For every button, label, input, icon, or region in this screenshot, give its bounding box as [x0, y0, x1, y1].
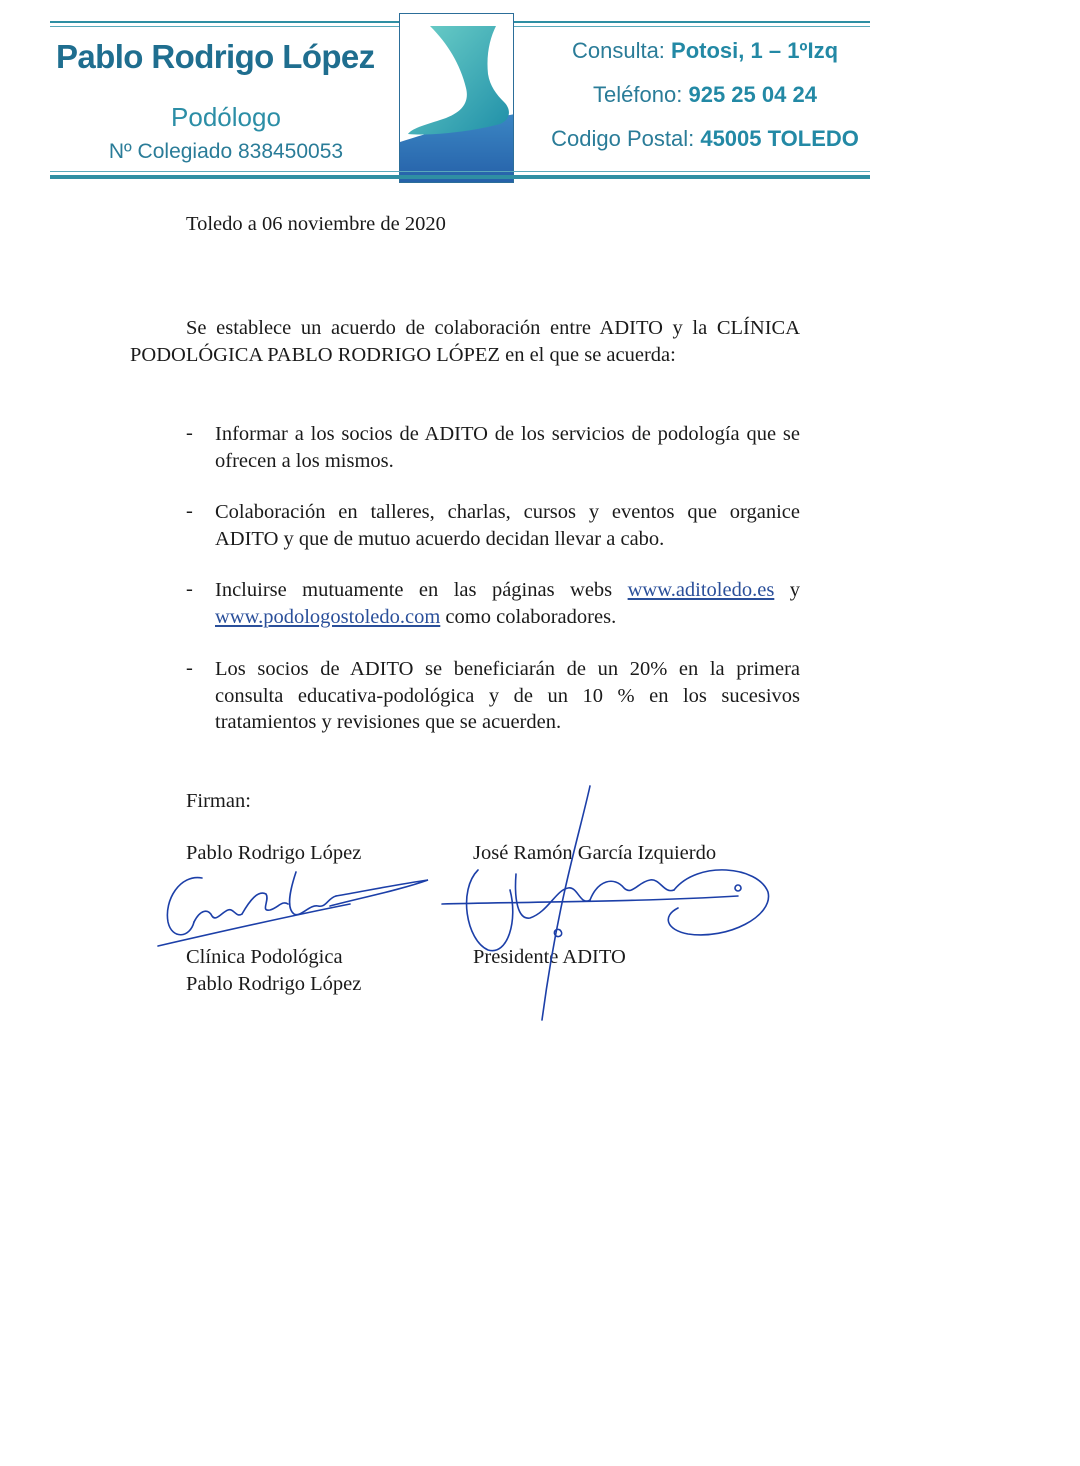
left-signer-role-1: Clínica Podológica	[186, 946, 343, 968]
right-signer-name: José Ramón García Izquierdo	[473, 842, 717, 864]
signatures-heading: Firman:	[186, 790, 251, 812]
left-signature-icon	[150, 860, 440, 970]
bullet-dash-4: -	[186, 657, 193, 679]
letterhead-title: Podólogo	[171, 102, 281, 132]
letterhead-registration: Nº Colegiado 838450053	[108, 140, 344, 163]
bullet-3-prefix: Incluirse mutuamente en las páginas webs	[215, 579, 613, 601]
phone-value: 925 25 04 24	[688, 82, 817, 107]
left-signer-role-2: Pablo Rodrigo López	[186, 973, 362, 995]
letterhead-name: Pablo Rodrigo López	[56, 38, 375, 75]
address-value: Potosi, 1 – 1ºIzq	[671, 38, 839, 63]
bullet-3-suffix: como colaboradores.	[445, 605, 617, 628]
postal-value: 45005 TOLEDO	[700, 126, 859, 151]
date-line: Toledo a 06 noviembre de 2020	[186, 213, 446, 235]
phone-label: Teléfono:	[593, 82, 683, 107]
bullet-item-1: Informar a los socios de ADITO de los servicios de podología que se ofrecen a los mismos.	[215, 423, 800, 472]
foot-icon	[400, 14, 514, 183]
letterhead-bottom-rule-2	[50, 175, 870, 179]
letterhead-bottom-rule-1	[50, 171, 870, 172]
right-signer-role: Presidente ADITO	[473, 946, 626, 968]
bullet-3-mid: y	[789, 579, 801, 601]
bullet-dash-1: -	[186, 422, 193, 444]
bullet-dash-2: -	[186, 500, 193, 522]
left-signer-name: Pablo Rodrigo López	[186, 842, 362, 864]
right-signature-icon	[438, 780, 778, 1030]
address-label: Consulta:	[571, 38, 665, 63]
bullet-dash-3: -	[186, 578, 193, 600]
letterhead-phone	[530, 82, 880, 108]
link-podologostoledo[interactable]: www.podologostoledo.com	[215, 605, 441, 628]
bullet-item-4: Los socios de ADITO se beneficiarán de un 20% en la primera consulta educativa-podológica y de un 10 % en los sucesivos tratamientos y revisiones que se acuerden.	[215, 658, 800, 733]
link-aditoledo[interactable]: www.aditoledo.es	[627, 579, 775, 601]
letterhead-logo	[399, 13, 514, 183]
intro-paragraph: Se establece un acuerdo de colaboración entre ADITO y la CLÍNICA PODOLÓGICA PABLO RODRIGO LÓPEZ en el que se acuerda:	[130, 317, 800, 366]
bullet-item-3	[215, 577, 800, 630]
letterhead-postal	[530, 126, 880, 152]
postal-label: Codigo Postal:	[551, 126, 695, 151]
bullet-item-2: Colaboración en talleres, charlas, cursos y eventos que organice ADITO y que de mutuo acuerdo decidan llevar a cabo.	[215, 501, 800, 550]
letterhead-address	[530, 38, 880, 64]
